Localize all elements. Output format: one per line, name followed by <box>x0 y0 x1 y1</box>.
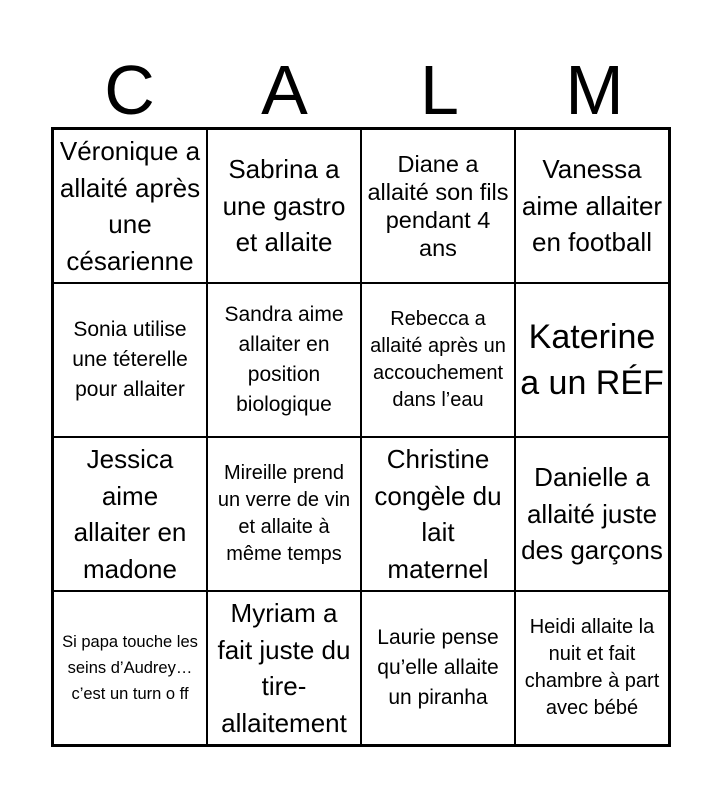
header-letter-c: C <box>104 51 155 129</box>
header-letter-m: M <box>565 51 624 129</box>
cell-text: Heidi allaite la nuit et fait chambre à part avec bébé <box>524 616 660 719</box>
bingo-cell[interactable] <box>53 591 207 745</box>
cell-text: Christine congèle du lait maternel <box>374 444 502 584</box>
cell-text: Sonia utilise une téterelle pour allaiter <box>72 318 188 401</box>
bingo-cell[interactable] <box>515 591 669 745</box>
cell-text: Katerine a un RÉF <box>520 318 664 402</box>
bingo-cell[interactable] <box>53 437 207 591</box>
bingo-header <box>52 52 672 128</box>
bingo-cell[interactable] <box>53 129 207 283</box>
bingo-cell[interactable] <box>53 283 207 437</box>
cell-text: Rebecca a allaité après un accouchement dans l’eau <box>370 308 506 411</box>
header-letter-a: A <box>261 51 308 129</box>
bingo-cell[interactable] <box>361 283 515 437</box>
bingo-cell[interactable] <box>515 129 669 283</box>
cell-text: Véronique a allaité après une césarienne <box>59 136 201 276</box>
header-letter-l: L <box>420 51 459 129</box>
cell-text: Laurie pense qu’elle allaite un piranha <box>377 626 499 709</box>
bingo-cell[interactable] <box>515 437 669 591</box>
bingo-cell[interactable] <box>207 437 361 591</box>
cell-text: Vanessa aime allaiter en football <box>521 154 663 258</box>
cell-text: Sandra aime allaiter en position biologique <box>224 303 344 416</box>
cell-text: Diane a allaité son fils pendant 4 ans <box>367 151 509 261</box>
bingo-cell[interactable] <box>207 591 361 745</box>
cell-text: Si papa touche les seins d’Audrey… c’est un turn o ff <box>62 633 198 703</box>
bingo-cell[interactable] <box>361 591 515 745</box>
cell-text: Mireille prend un verre de vin et allaite à même temps <box>217 462 351 565</box>
cell-text: Myriam a fait juste du tire-allaitement <box>217 598 351 738</box>
cell-text: Sabrina a une gastro et allaite <box>222 154 346 258</box>
bingo-cell[interactable] <box>515 283 669 437</box>
bingo-cell[interactable] <box>207 283 361 437</box>
bingo-cell[interactable] <box>207 129 361 283</box>
cell-text: Danielle a allaité juste des garçons <box>521 462 663 566</box>
cell-text: Jessica aime allaiter en madone <box>73 444 187 584</box>
bingo-grid <box>51 127 671 747</box>
bingo-cell[interactable] <box>361 129 515 283</box>
bingo-cell[interactable] <box>361 437 515 591</box>
